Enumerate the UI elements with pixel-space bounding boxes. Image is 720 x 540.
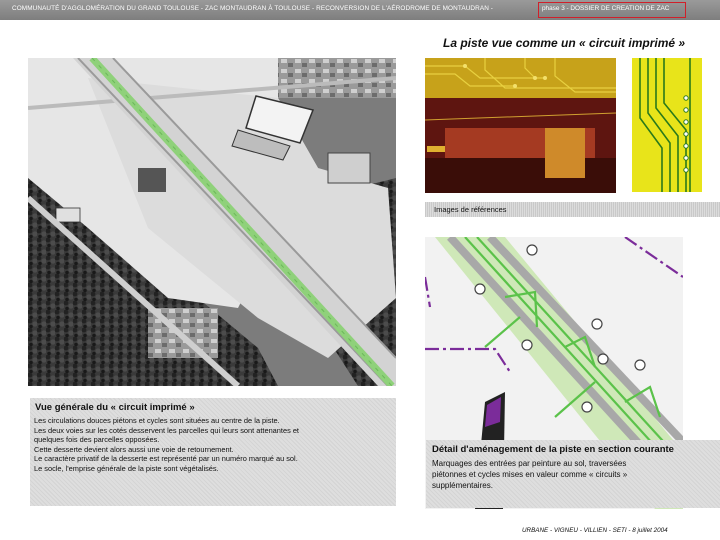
detail-description (432, 458, 627, 491)
detail-line: piétonnes et cycles mises en valeur comme « circuits » (432, 470, 628, 479)
header-project-text: COMMUNAUTÉ D'AGGLOMÉRATION DU GRAND TOULOUSE - ZAC MONTAUDRAN À TOULOUSE - RECONVERSION DE L'AÉRODROME DE MONTAUDRAN - (12, 5, 494, 12)
reference-image-circuit-architecture (425, 58, 616, 193)
overview-line: Le socle, l'emprise générale de la piste sont végétalisés. (34, 463, 219, 473)
overview-line: Le caractère privatif de la desserte est représenté par un numéro marqué au sol. (34, 454, 298, 463)
overview-line: quelques fois des parcelles opposées. (34, 435, 160, 444)
detail-title: Détail d'aménagement de la piste en section courante (432, 444, 674, 455)
reference-image-circuit-board (632, 58, 702, 192)
overview-description (34, 416, 299, 473)
page-title: La piste vue comme un « circuit imprimé » (443, 36, 686, 50)
detail-line: Marquages des entrées par peinture au sol, traversées (432, 459, 627, 468)
detail-description-box (426, 440, 720, 508)
header-bar (0, 0, 720, 20)
overview-description-box (30, 398, 396, 506)
aerial-overview-map (28, 58, 396, 386)
detail-line: supplémentaires. (432, 481, 493, 490)
header-phase-text: phase 3 - DOSSIER DE CREATION DE ZAC (542, 5, 670, 12)
overview-line: Les deux voies sur les cotés desservent les parcelles qui leurs sont attenantes et (34, 425, 299, 435)
footer-credits: URBANE - VIGNEU - VILLIEN - SETI - 8 juillet 2004 (522, 527, 668, 534)
overview-line: Cette desserte devient alors aussi une voie de retournement. (34, 444, 234, 454)
references-caption: Images de références (434, 205, 507, 214)
overview-title: Vue générale du « circuit imprimé » (35, 402, 195, 413)
overview-line: Les circulations douces piétons et cycles sont situées au centre de la piste. (34, 416, 280, 425)
